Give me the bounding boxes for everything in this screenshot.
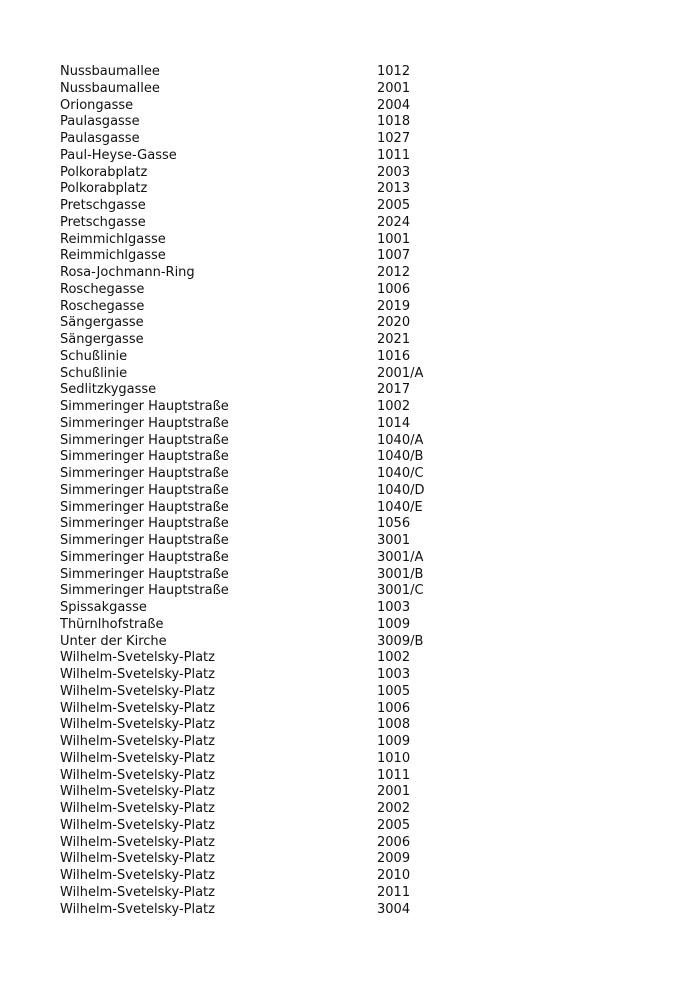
list-item xyxy=(60,332,480,349)
address-number: 2006 xyxy=(377,834,411,850)
address-number: 3001 xyxy=(377,533,411,548)
street-name: Wilhelm-Svetelsky-Platz xyxy=(60,884,215,900)
street-name: Oriongasse xyxy=(60,97,134,113)
list-item xyxy=(60,516,480,533)
address-number: 2017 xyxy=(377,382,411,398)
street-name: Wilhelm-Svetelsky-Platz xyxy=(60,700,215,716)
street-name: Simmeringer Hauptstraße xyxy=(60,516,229,532)
address-number: 1027 xyxy=(377,131,411,146)
list-item xyxy=(60,717,480,734)
list-item xyxy=(60,902,480,919)
street-name: Pretschgasse xyxy=(60,198,146,213)
address-number: 1012 xyxy=(377,64,411,79)
list-item xyxy=(60,215,480,232)
list-item xyxy=(60,784,480,801)
list-item xyxy=(60,466,480,483)
address-number: 1010 xyxy=(377,750,411,766)
street-name: Pretschgasse xyxy=(60,214,146,230)
street-name: Wilhelm-Svetelsky-Platz xyxy=(60,734,215,749)
list-item xyxy=(60,399,480,416)
address-number: 2003 xyxy=(377,164,411,180)
address-number: 1040/B xyxy=(377,449,424,465)
street-name: Spissakgasse xyxy=(60,600,147,615)
address-number: 3001/C xyxy=(377,583,424,599)
address-number: 1009 xyxy=(377,616,411,632)
address-number: 2002 xyxy=(377,801,411,816)
list-item xyxy=(60,734,480,751)
address-number: 2021 xyxy=(377,332,411,347)
street-name: Paulasgasse xyxy=(60,131,140,146)
address-number: 1005 xyxy=(377,683,411,699)
list-item xyxy=(60,868,480,885)
street-name: Simmeringer Hauptstraße xyxy=(60,415,229,431)
address-number: 1040/D xyxy=(377,482,425,498)
list-item xyxy=(60,282,480,299)
street-name: Simmeringer Hauptstraße xyxy=(60,482,229,498)
address-list xyxy=(60,64,480,918)
address-number: 1003 xyxy=(377,667,411,682)
list-item xyxy=(60,818,480,835)
address-number: 3004 xyxy=(377,901,411,917)
list-item xyxy=(60,701,480,718)
list-item xyxy=(60,433,480,450)
address-number: 1056 xyxy=(377,516,411,532)
street-name: Polkorabplatz xyxy=(60,181,148,197)
address-number: 2011 xyxy=(377,884,411,900)
list-item xyxy=(60,131,480,148)
street-name: Wilhelm-Svetelsky-Platz xyxy=(60,717,215,733)
list-item xyxy=(60,148,480,165)
address-number: 1003 xyxy=(377,600,411,615)
address-number: 2001 xyxy=(377,80,411,96)
street-name: Roschegasse xyxy=(60,298,145,314)
address-number: 1011 xyxy=(377,147,411,163)
street-name: Unter der Kirche xyxy=(60,633,167,649)
list-item xyxy=(60,533,480,550)
list-item xyxy=(60,667,480,684)
address-number: 2012 xyxy=(377,265,411,280)
street-name: Wilhelm-Svetelsky-Platz xyxy=(60,784,215,800)
list-item xyxy=(60,449,480,466)
street-name: Simmeringer Hauptstraße xyxy=(60,466,229,481)
list-item xyxy=(60,851,480,868)
list-item xyxy=(60,98,480,115)
street-name: Reimmichlgasse xyxy=(60,231,166,247)
list-item xyxy=(60,768,480,785)
address-number: 2024 xyxy=(377,214,411,230)
address-number: 2001/A xyxy=(377,365,424,381)
street-name: Simmeringer Hauptstraße xyxy=(60,533,229,548)
list-item xyxy=(60,650,480,667)
street-name: Simmeringer Hauptstraße xyxy=(60,566,229,582)
list-item xyxy=(60,416,480,433)
list-item xyxy=(60,550,480,567)
address-number: 3009/B xyxy=(377,633,424,649)
list-item xyxy=(60,64,480,81)
street-name: Nussbaumallee xyxy=(60,80,160,96)
list-item xyxy=(60,198,480,215)
address-number: 2013 xyxy=(377,181,411,197)
address-number: 1006 xyxy=(377,700,411,716)
street-name: Nussbaumallee xyxy=(60,64,160,79)
list-item xyxy=(60,600,480,617)
address-number: 2004 xyxy=(377,97,411,113)
address-number: 3001/A xyxy=(377,549,424,565)
street-name: Wilhelm-Svetelsky-Platz xyxy=(60,851,215,867)
address-number: 3001/B xyxy=(377,566,424,582)
street-name: Schußlinie xyxy=(60,348,128,364)
street-name: Wilhelm-Svetelsky-Platz xyxy=(60,750,215,766)
street-name: Simmeringer Hauptstraße xyxy=(60,549,229,565)
address-number: 2020 xyxy=(377,315,411,331)
list-item xyxy=(60,165,480,182)
list-item xyxy=(60,366,480,383)
street-name: Wilhelm-Svetelsky-Platz xyxy=(60,767,215,783)
street-name: Paulasgasse xyxy=(60,114,140,130)
street-name: Wilhelm-Svetelsky-Platz xyxy=(60,901,215,917)
address-number: 2001 xyxy=(377,784,411,800)
list-item xyxy=(60,885,480,902)
address-number: 1040/A xyxy=(377,432,424,448)
list-item xyxy=(60,835,480,852)
list-item xyxy=(60,299,480,316)
list-item xyxy=(60,567,480,584)
address-number: 2010 xyxy=(377,868,411,883)
list-item xyxy=(60,265,480,282)
address-number: 1040/E xyxy=(377,499,423,515)
street-name: Wilhelm-Svetelsky-Platz xyxy=(60,683,215,699)
address-number: 1018 xyxy=(377,114,411,130)
list-item xyxy=(60,248,480,265)
list-item xyxy=(60,232,480,249)
street-name: Sedlitzkygasse xyxy=(60,382,157,398)
list-item xyxy=(60,181,480,198)
street-name: Reimmichlgasse xyxy=(60,248,166,264)
address-number: 1009 xyxy=(377,734,411,749)
street-name: Wilhelm-Svetelsky-Platz xyxy=(60,868,215,883)
street-name: Polkorabplatz xyxy=(60,164,148,180)
street-name: Wilhelm-Svetelsky-Platz xyxy=(60,834,215,850)
list-item xyxy=(60,349,480,366)
list-item xyxy=(60,751,480,768)
street-name: Rosa-Jochmann-Ring xyxy=(60,265,195,280)
street-name: Simmeringer Hauptstraße xyxy=(60,583,229,599)
street-name: Paul-Heyse-Gasse xyxy=(60,147,177,163)
address-number: 1002 xyxy=(377,650,411,666)
street-name: Sängergasse xyxy=(60,332,144,347)
street-name: Wilhelm-Svetelsky-Platz xyxy=(60,667,215,682)
address-number: 2009 xyxy=(377,851,411,867)
list-item xyxy=(60,500,480,517)
list-item xyxy=(60,483,480,500)
address-number: 1011 xyxy=(377,767,411,783)
list-item xyxy=(60,81,480,98)
list-item xyxy=(60,801,480,818)
street-name: Wilhelm-Svetelsky-Platz xyxy=(60,650,215,666)
street-name: Wilhelm-Svetelsky-Platz xyxy=(60,817,215,833)
list-item xyxy=(60,617,480,634)
list-item xyxy=(60,315,480,332)
address-number: 1007 xyxy=(377,248,411,264)
address-number: 1016 xyxy=(377,348,411,364)
address-number: 1008 xyxy=(377,717,411,733)
street-name: Sängergasse xyxy=(60,315,144,331)
address-number: 1040/C xyxy=(377,466,424,481)
address-number: 1001 xyxy=(377,231,411,247)
list-item xyxy=(60,583,480,600)
street-name: Thürnlhofstraße xyxy=(60,616,164,632)
street-name: Schußlinie xyxy=(60,365,128,381)
address-number: 1014 xyxy=(377,415,411,431)
address-number: 2005 xyxy=(377,817,411,833)
street-name: Simmeringer Hauptstraße xyxy=(60,499,229,515)
address-number: 1002 xyxy=(377,399,411,414)
address-number: 1006 xyxy=(377,281,411,297)
street-name: Wilhelm-Svetelsky-Platz xyxy=(60,801,215,816)
list-item xyxy=(60,634,480,651)
street-name: Roschegasse xyxy=(60,281,145,297)
list-item xyxy=(60,114,480,131)
address-number: 2005 xyxy=(377,198,411,213)
address-number: 2019 xyxy=(377,298,411,314)
list-item xyxy=(60,684,480,701)
street-name: Simmeringer Hauptstraße xyxy=(60,449,229,465)
street-name: Simmeringer Hauptstraße xyxy=(60,399,229,414)
street-name: Simmeringer Hauptstraße xyxy=(60,432,229,448)
list-item xyxy=(60,382,480,399)
